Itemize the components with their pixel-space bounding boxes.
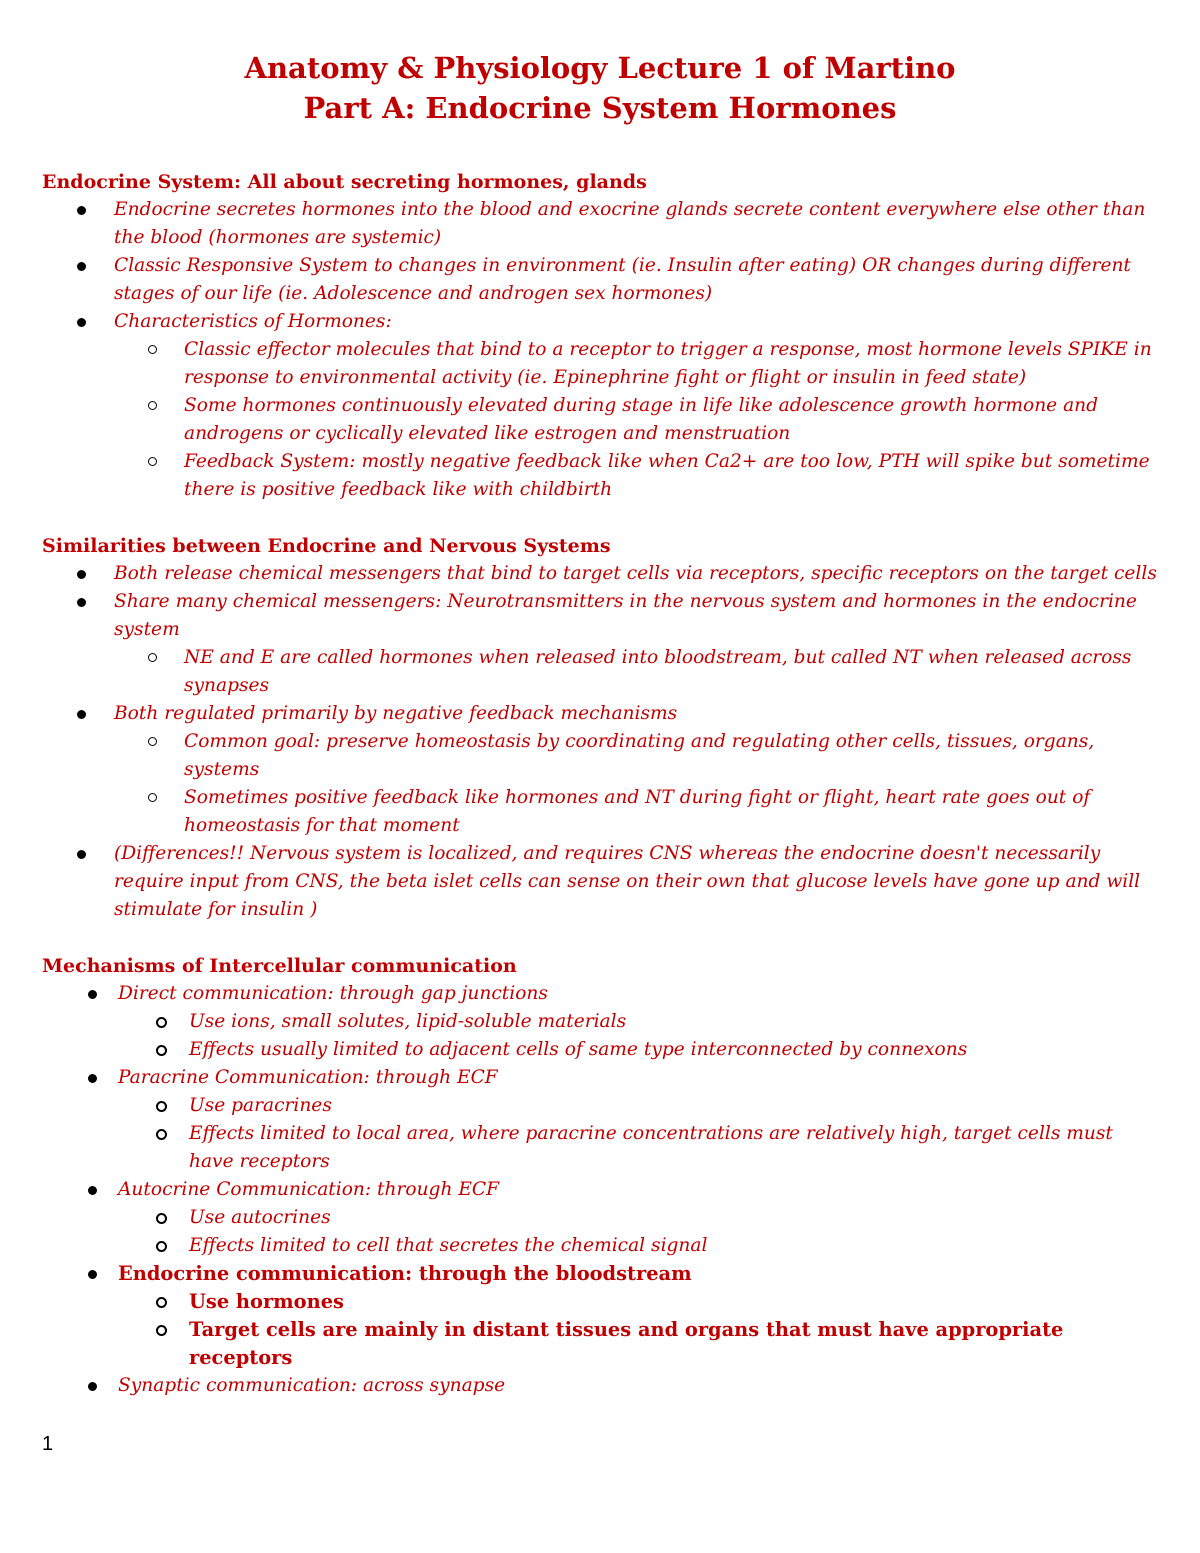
sub-list-item-text: Use ions, small solutes, lipid-soluble materials	[189, 1011, 627, 1032]
hollow-bullet-icon	[148, 653, 157, 662]
list-item-text: Share many chemical messengers: Neurotransmitters in the nervous system and hormones in the endocrine system	[114, 591, 1137, 640]
filled-bullet-icon	[77, 318, 86, 327]
bullet-list	[42, 1372, 1162, 1400]
page-number: 1	[42, 1433, 54, 1455]
hollow-bullet-icon	[156, 1045, 167, 1056]
sub-list-item	[42, 1288, 1162, 1316]
sub-list-item	[42, 1120, 1162, 1176]
list-item-text: Characteristics of Hormones:	[114, 311, 392, 332]
sub-list-item	[42, 644, 1162, 700]
sub-list-item-text: Effects limited to cell that secretes the chemical signal	[189, 1235, 708, 1256]
filled-bullet-icon	[77, 710, 86, 719]
filled-bullet-icon	[77, 206, 86, 215]
list-item-text: (Differences!! Nervous system is localized, and requires CNS whereas the endocrine doesn't necessarily require input from CNS, the beta islet cells can sense on their own that glucose levels have gone up and will stimulate for insulin )	[114, 843, 1141, 920]
bullet-list	[42, 560, 1162, 644]
filled-bullet-icon	[77, 598, 86, 607]
list-item-text: Autocrine Communication: through ECF	[118, 1179, 500, 1200]
bullet-list	[42, 700, 1162, 728]
hollow-bullet-icon	[156, 1017, 167, 1028]
sub-list-item	[42, 336, 1162, 392]
filled-bullet-icon	[88, 1270, 97, 1279]
section-heading: Endocrine System: All about secreting hormones, glands	[42, 171, 647, 193]
bullet-list	[42, 1260, 1162, 1288]
sub-list-item	[42, 1316, 1162, 1372]
sub-list-item	[42, 1232, 1162, 1260]
filled-bullet-icon	[77, 850, 86, 859]
sub-bullet-list	[42, 1092, 1162, 1176]
bullet-list	[42, 980, 1162, 1008]
sub-list-item	[42, 1036, 1162, 1064]
bullet-list	[42, 1176, 1162, 1204]
hollow-bullet-icon	[156, 1101, 167, 1112]
filled-bullet-icon	[88, 1382, 97, 1391]
list-item-text: Synaptic communication: across synapse	[118, 1375, 506, 1396]
sub-list-item	[42, 1092, 1162, 1120]
list-item-text: Endocrine communication: through the bloodstream	[118, 1262, 692, 1285]
filled-bullet-icon	[77, 262, 86, 271]
section-heading: Mechanisms of Intercellular communication	[42, 955, 517, 977]
hollow-bullet-icon	[156, 1129, 167, 1140]
list-item	[42, 252, 1162, 308]
hollow-bullet-icon	[148, 737, 157, 746]
sub-list-item-text: NE and E are called hormones when released into bloodstream, but called NT when released across synapses	[184, 647, 1132, 696]
list-item	[42, 588, 1162, 644]
sub-list-item	[42, 784, 1162, 840]
list-item-text: Paracrine Communication: through ECF	[118, 1067, 498, 1088]
list-item	[42, 1176, 1162, 1204]
section-similarities	[42, 532, 1162, 924]
list-item-text: Both release chemical messengers that bind to target cells via receptors, specific receptors on the target cells	[114, 563, 1157, 584]
sub-list-item-text: Feedback System: mostly negative feedback like when Ca2+ are too low, PTH will spike but sometime there is positive feedback like with childbirth	[184, 451, 1150, 500]
hollow-bullet-icon	[148, 345, 157, 354]
filled-bullet-icon	[88, 1186, 97, 1195]
sub-list-item	[42, 728, 1162, 784]
title-line-2: Part A: Endocrine System Hormones	[303, 91, 897, 125]
list-item	[42, 700, 1162, 728]
bullet-list	[42, 196, 1162, 336]
sub-bullet-list	[42, 336, 1162, 504]
sub-list-item-text: Use autocrines	[189, 1207, 331, 1228]
sub-list-item-text: Use paracrines	[189, 1095, 332, 1116]
list-item	[42, 1372, 1162, 1400]
sub-list-item-text: Some hormones continuously elevated during stage in life like adolescence growth hormone and androgens or cyclically elevated like estrogen and menstruation	[184, 395, 1099, 444]
section-intercellular-communication	[42, 952, 1162, 1400]
sub-bullet-list	[42, 644, 1162, 700]
list-item	[42, 1064, 1162, 1092]
sub-list-item-text: Sometimes positive feedback like hormones and NT during fight or flight, heart rate goes out of homeostasis for that moment	[184, 787, 1091, 836]
document-body	[42, 168, 1162, 1428]
list-item-text: Classic Responsive System to changes in environment (ie. Insulin after eating) OR changes during different stages of our life (ie. Adolescence and androgen sex hormones)	[114, 255, 1131, 304]
sub-bullet-list	[42, 1204, 1162, 1260]
hollow-bullet-icon	[156, 1213, 167, 1224]
sub-list-item-text: Common goal: preserve homeostasis by coordinating and regulating other cells, tissues, organs, systems	[184, 731, 1095, 780]
sub-bullet-list	[42, 728, 1162, 840]
sub-list-item	[42, 448, 1162, 504]
filled-bullet-icon	[77, 570, 86, 579]
hollow-bullet-icon	[156, 1241, 167, 1252]
section-heading: Similarities between Endocrine and Nervous Systems	[42, 535, 611, 557]
hollow-bullet-icon	[156, 1297, 167, 1308]
sub-list-item-text: Use hormones	[189, 1290, 344, 1313]
list-item	[42, 980, 1162, 1008]
sub-bullet-list	[42, 1008, 1162, 1064]
list-item	[42, 308, 1162, 336]
hollow-bullet-icon	[148, 793, 157, 802]
bullet-list	[42, 1064, 1162, 1092]
section-endocrine-system	[42, 168, 1162, 504]
sub-list-item-text: Classic effector molecules that bind to a receptor to trigger a response, most hormone levels SPIKE in response to environmental activity (ie. Epinephrine fight or flight or insulin in feed state)	[184, 339, 1152, 388]
filled-bullet-icon	[88, 1074, 97, 1083]
hollow-bullet-icon	[156, 1325, 167, 1336]
sub-bullet-list	[42, 1288, 1162, 1372]
sub-list-item-text: Effects limited to local area, where paracrine concentrations are relatively high, target cells must have receptors	[189, 1123, 1113, 1172]
list-item-text: Endocrine secretes hormones into the blood and exocrine glands secrete content everywhere else other than the blood (hormones are systemic)	[114, 199, 1146, 248]
list-item	[42, 196, 1162, 252]
document-title	[0, 48, 1200, 128]
sub-list-item-text: Target cells are mainly in distant tissues and organs that must have appropriate receptors	[189, 1318, 1064, 1369]
sub-list-item-text: Effects usually limited to adjacent cells of same type interconnected by connexons	[189, 1039, 968, 1060]
sub-list-item	[42, 1204, 1162, 1232]
list-item-text: Direct communication: through gap junctions	[118, 983, 548, 1004]
list-item-text: Both regulated primarily by negative feedback mechanisms	[114, 703, 678, 724]
bullet-list	[42, 840, 1162, 924]
filled-bullet-icon	[88, 990, 97, 999]
title-line-1: Anatomy & Physiology Lecture 1 of Martino	[244, 51, 956, 85]
list-item	[42, 560, 1162, 588]
sub-list-item	[42, 1008, 1162, 1036]
hollow-bullet-icon	[148, 457, 157, 466]
hollow-bullet-icon	[148, 401, 157, 410]
list-item	[42, 1260, 1162, 1288]
list-item	[42, 840, 1162, 924]
sub-list-item	[42, 392, 1162, 448]
